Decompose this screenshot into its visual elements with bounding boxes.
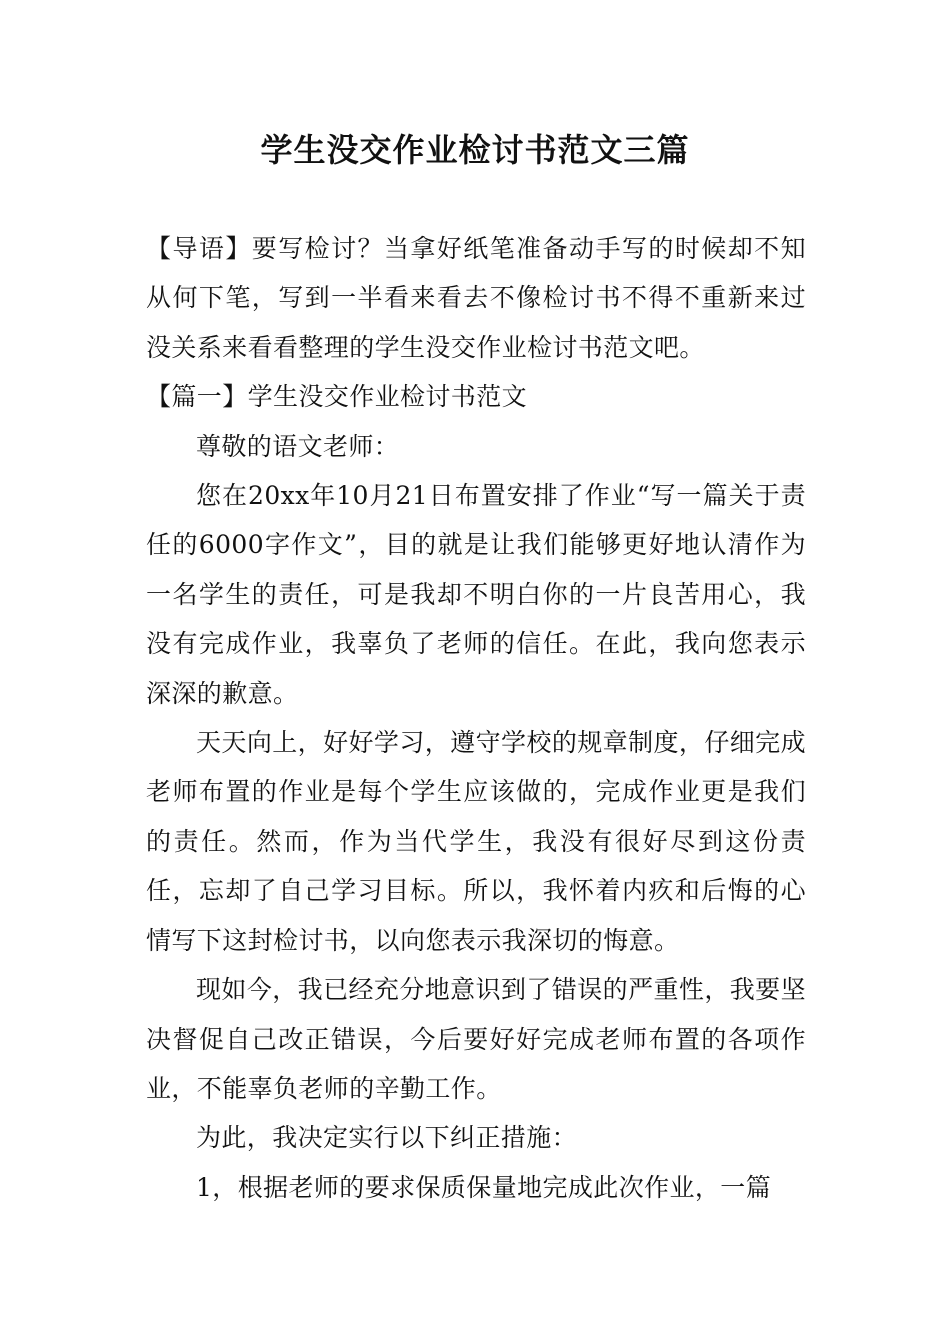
document-body	[146, 224, 806, 1212]
paragraph-salutation: 尊敬的语文老师：	[196, 431, 400, 461]
paragraph: 1，根据老师的要求保质保量地完成此次作业，一篇	[196, 1172, 772, 1202]
paragraph: 现如今，我已经充分地意识到了错误的严重性，我要坚决督促自己改正错误，今后要好好完成老师布置的各项作业，不能辜负老师的辛勤工作。	[146, 975, 806, 1103]
paragraph: 天天向上，好好学习，遵守学校的规章制度，仔细完成老师布置的作业是每个学生应该做的，完成作业更是我们的责任。然而，作为当代学生，我没有很好尽到这份责任，忘却了自己学习目标。所以，我怀着内疚和后悔的心情写下这封检讨书，以向您表示我深切的悔意。	[146, 728, 806, 955]
paragraph: 为此，我决定实行以下纠正措施：	[196, 1123, 578, 1153]
section-heading: 【篇一】学生没交作业检讨书范文	[146, 382, 528, 412]
document-title: 学生没交作业检讨书范文三篇	[260, 131, 690, 169]
paragraph: 您在20xx年10月21日布置安排了作业“写一篇关于责任的6000字作文”，目的就是让我们能够更好地认清作为一名学生的责任，可是我却不明白你的一片良苦用心，我没有完成作业，我辜负了老师的信任。在此，我向您表示深深的歉意。	[146, 481, 806, 708]
paragraph-intro: 【导语】要写检讨？当拿好纸笔准备动手写的时候却不知从何下笔，写到一半看来看去不像检讨书不得不重新来过没关系来看看整理的学生没交作业检讨书范文吧。	[146, 234, 806, 362]
